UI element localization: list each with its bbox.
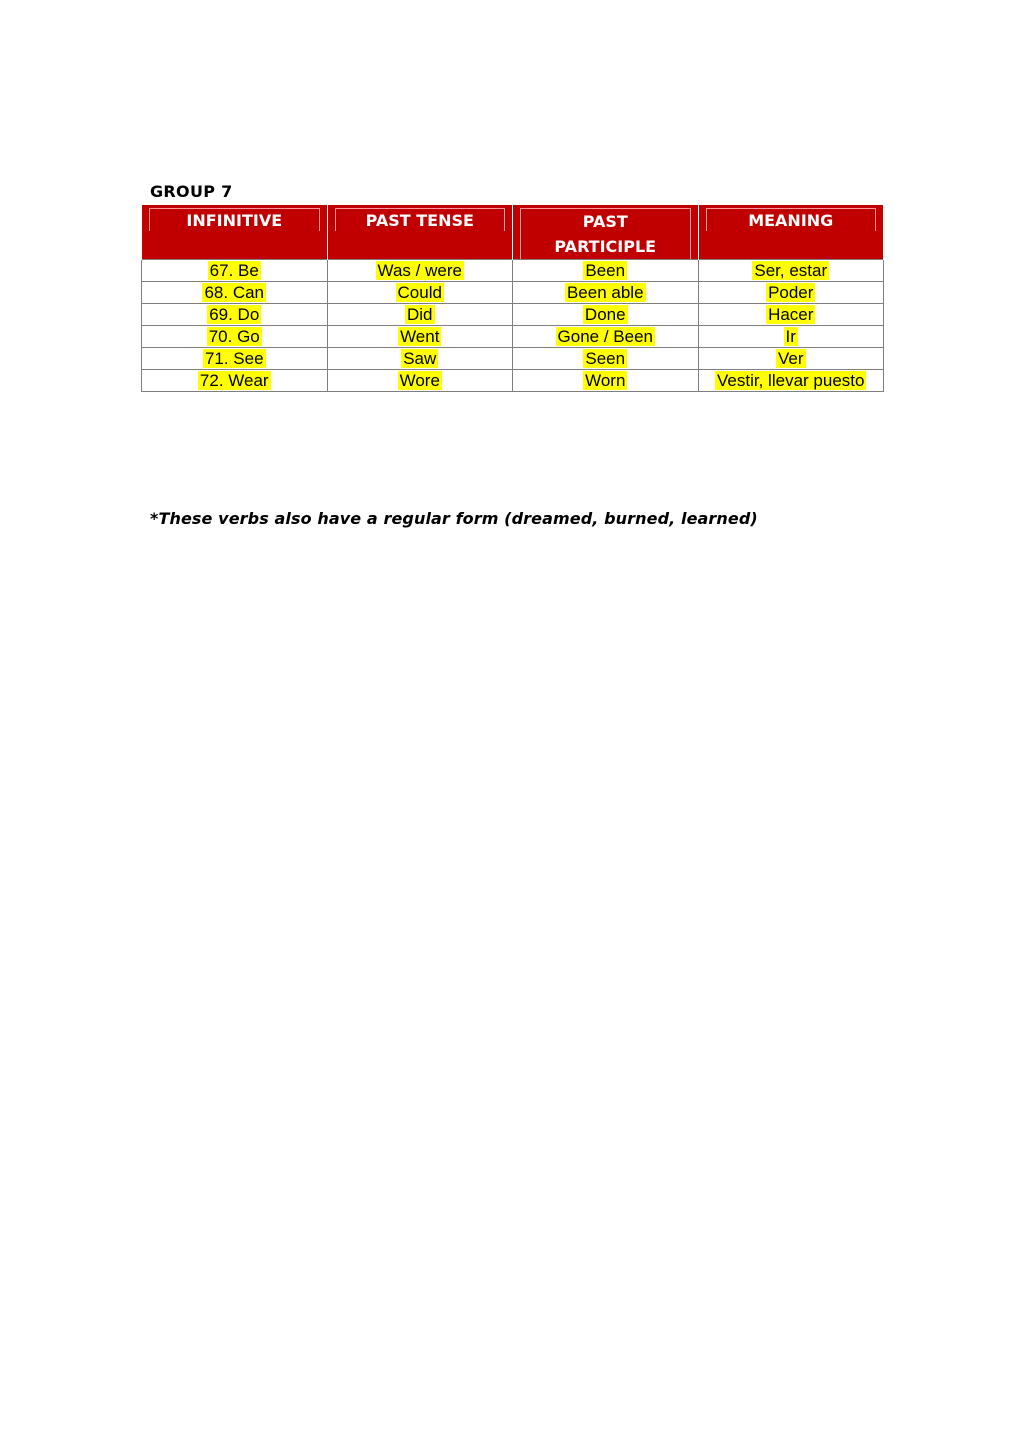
table-row	[142, 348, 884, 370]
cell-infinitive	[142, 326, 328, 348]
cell-text: 67. Be	[209, 261, 259, 280]
cell-text: Poder	[768, 283, 814, 302]
cell-past-tense	[327, 282, 513, 304]
cell-past-participle	[513, 260, 699, 282]
cell-text: 69. Do	[209, 305, 260, 324]
header-label: INFINITIVE	[186, 211, 283, 230]
cell-past-participle	[513, 370, 699, 392]
cell-past-tense	[327, 348, 513, 370]
cell-past-participle	[513, 348, 699, 370]
table-row	[142, 370, 884, 392]
cell-text: Did	[406, 305, 433, 324]
group-title: GROUP 7	[150, 182, 233, 201]
cell-infinitive	[142, 304, 328, 326]
cell-meaning	[698, 370, 884, 392]
cell-infinitive	[142, 370, 328, 392]
cell-meaning	[698, 260, 884, 282]
header-label: PAST PARTICIPLE	[554, 212, 657, 256]
header-label: PAST TENSE	[365, 211, 474, 230]
cell-infinitive	[142, 260, 328, 282]
cell-text: Could	[397, 283, 442, 302]
cell-past-tense	[327, 326, 513, 348]
cell-meaning	[698, 348, 884, 370]
cell-text: Done	[584, 305, 626, 324]
header-past-tense	[327, 205, 513, 260]
cell-text: Gone / Been	[557, 327, 653, 346]
cell-infinitive	[142, 348, 328, 370]
cell-text: Saw	[403, 349, 437, 368]
table-row	[142, 260, 884, 282]
cell-text: Been able	[566, 283, 644, 302]
cell-text: Ser, estar	[754, 261, 828, 280]
cell-text: 70. Go	[208, 327, 260, 346]
cell-past-tense	[327, 260, 513, 282]
cell-text: Was / were	[377, 261, 462, 280]
cell-text: 72. Wear	[199, 371, 269, 390]
header-past-participle	[513, 205, 699, 260]
table-row	[142, 326, 884, 348]
footnote: *These verbs also have a regular form (dreamed, burned, learned)	[150, 509, 758, 528]
cell-text: Seen	[585, 349, 626, 368]
cell-infinitive	[142, 282, 328, 304]
table-row	[142, 304, 884, 326]
cell-text: Been	[585, 261, 626, 280]
cell-past-participle	[513, 326, 699, 348]
irregular-verbs-table	[141, 205, 884, 392]
cell-text: Wore	[399, 371, 440, 390]
cell-past-tense	[327, 304, 513, 326]
header-label: MEANING	[748, 211, 834, 230]
cell-text: Went	[400, 327, 440, 346]
cell-past-tense	[327, 370, 513, 392]
cell-meaning	[698, 282, 884, 304]
header-infinitive	[142, 205, 328, 260]
cell-text: Vestir, llevar puesto	[717, 371, 865, 390]
table-row	[142, 282, 884, 304]
cell-past-participle	[513, 304, 699, 326]
cell-meaning	[698, 304, 884, 326]
header-meaning	[698, 205, 884, 260]
table-header-row	[142, 205, 884, 260]
cell-text: Worn	[585, 371, 626, 390]
cell-text: 71. See	[204, 349, 264, 368]
cell-text: Ver	[777, 349, 804, 368]
cell-text: Hacer	[768, 305, 814, 324]
cell-text: Ir	[785, 327, 796, 346]
cell-meaning	[698, 326, 884, 348]
cell-past-participle	[513, 282, 699, 304]
cell-text: 68. Can	[204, 283, 265, 302]
